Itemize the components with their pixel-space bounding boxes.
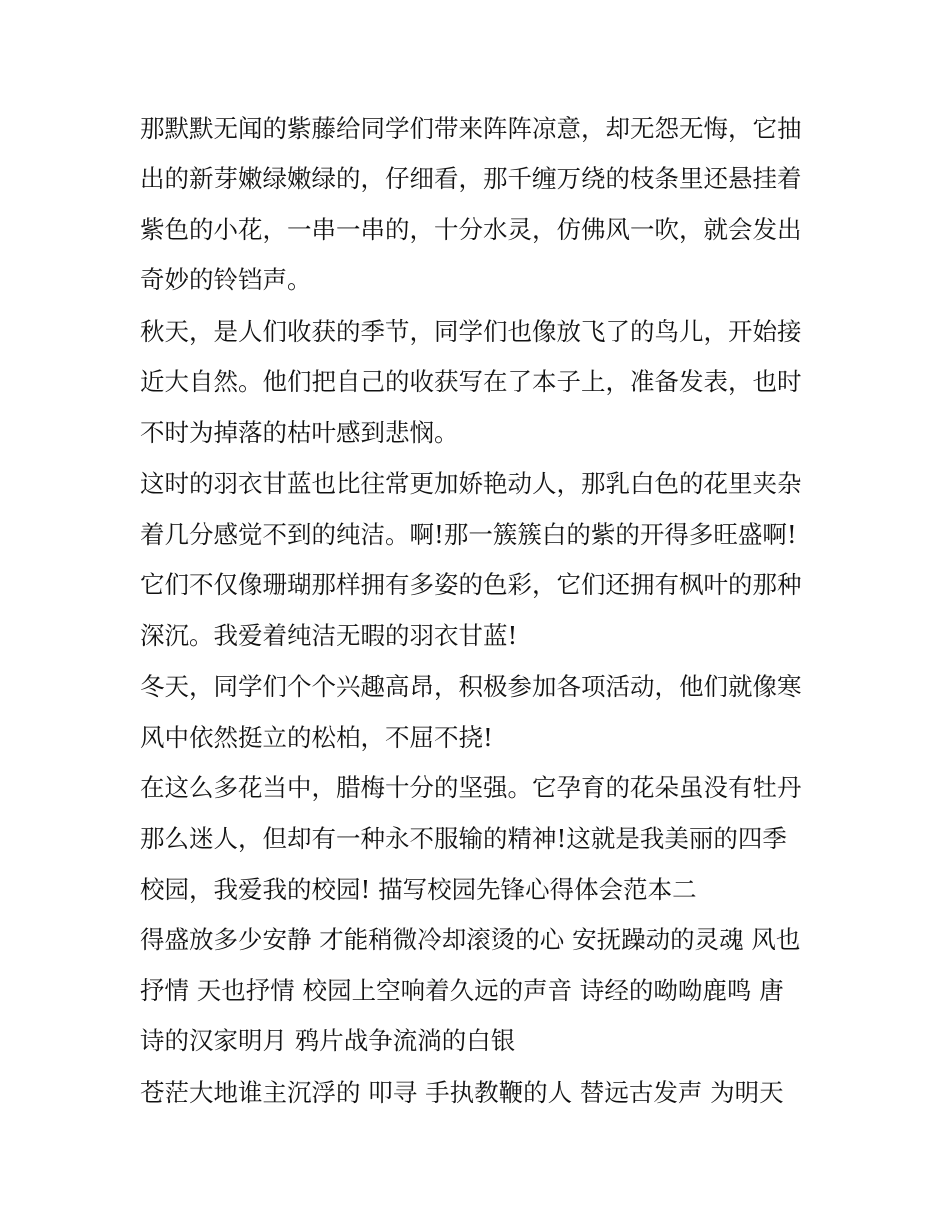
text-line: 风中依然挺立的松柏，不屈不挠! <box>140 723 493 752</box>
text-line: 那默默无闻的紫藤给同学们带来阵阵凉意，却无怨无悔，它抽 <box>140 114 802 143</box>
text-line: 抒情 天也抒情 校园上空响着久远的声音 诗经的呦呦鹿鸣 唐 <box>140 976 784 1005</box>
text-line: 苍茫大地谁主沉浮的 叩寻 手执教鞭的人 替远古发声 为明天 <box>140 1078 784 1107</box>
text-line: 得盛放多少安静 才能稍微冷却滚烫的心 安抚躁动的灵魂 风也 <box>140 925 801 954</box>
text-line: 在这么多花当中，腊梅十分的坚强。它孕育的花朵虽没有牡丹 <box>140 773 802 802</box>
text-line: 近大自然。他们把自己的收获写在了本子上，准备发表，也时 <box>140 367 802 396</box>
text-line: 紫色的小花，一串一串的，十分水灵，仿佛风一吹，就会发出 <box>140 215 802 244</box>
text-line: 不时为掉落的枯叶感到悲悯。 <box>140 418 459 447</box>
text-line: 这时的羽衣甘蓝也比往常更加娇艳动人，那乳白色的花里夹杂 <box>140 469 802 498</box>
text-line: 诗的汉家明月 鸦片战争流淌的白银 <box>140 1026 516 1055</box>
text-line: 出的新芽嫩绿嫩绿的，仔细看，那千缠万绕的枝条里还悬挂着 <box>140 164 802 193</box>
text-line: 它们不仅像珊瑚那样拥有多姿的色彩，它们还拥有枫叶的那种 <box>140 570 802 599</box>
text-line: 深沉。我爱着纯洁无暇的羽衣甘蓝! <box>140 621 518 650</box>
text-line: 奇妙的铃铛声。 <box>140 265 312 294</box>
text-line: 着几分感觉不到的纯洁。啊!那一簇簇白的紫的开得多旺盛啊! <box>140 520 797 549</box>
text-line: 秋天，是人们收获的季节，同学们也像放飞了的鸟儿，开始接 <box>140 317 802 346</box>
text-line: 校园，我爱我的校园! 描写校园先锋心得体会范本二 <box>140 875 697 904</box>
text-line: 那么迷人，但却有一种永不服输的精神!这就是我美丽的四季 <box>140 824 787 853</box>
text-line: 冬天，同学们个个兴趣高昂，积极参加各项活动，他们就像寒 <box>140 672 802 701</box>
